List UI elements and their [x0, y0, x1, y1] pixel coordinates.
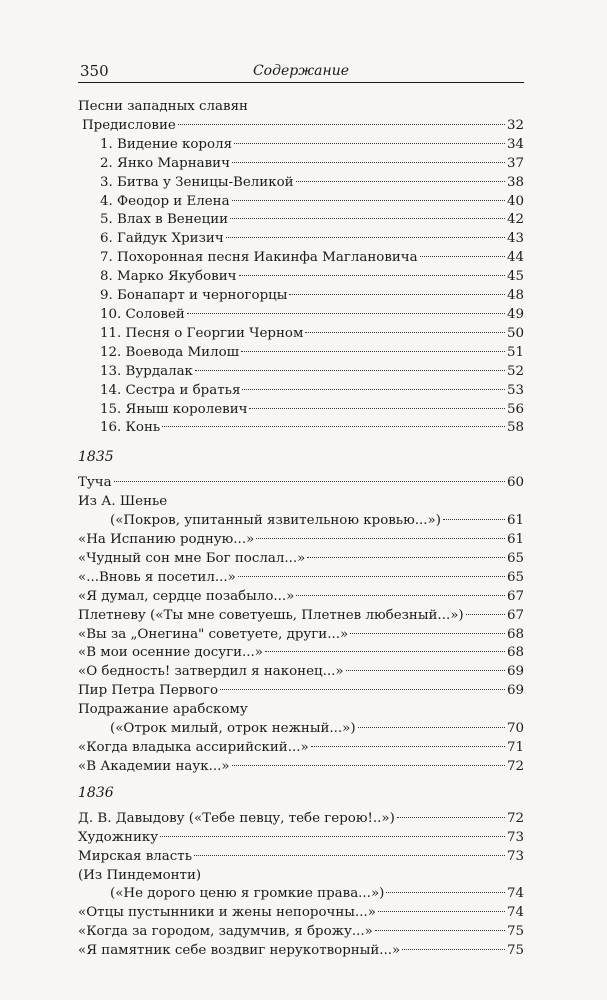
- dot-leader: [375, 930, 505, 931]
- entry-page: 61: [506, 513, 524, 529]
- toc-entry: [78, 588, 524, 607]
- dot-leader: [238, 576, 505, 577]
- entry-title: 1. Видение короля: [100, 136, 233, 152]
- entry-title: «В Академии наук...»: [78, 758, 230, 774]
- entry-page: 65: [506, 550, 524, 566]
- entry-page: 52: [506, 363, 524, 379]
- entry-title: Пир Петра Первого: [78, 683, 219, 699]
- dot-leader: [195, 370, 505, 371]
- entry-title: «Чудный сон мне Бог послал...»: [78, 550, 306, 566]
- toc-entry: [78, 193, 524, 212]
- dot-leader: [187, 313, 505, 314]
- dot-leader: [358, 727, 505, 728]
- toc-entry: [78, 401, 524, 420]
- dot-leader: [307, 557, 505, 558]
- entry-page: 70: [506, 721, 524, 737]
- toc-entry: [78, 268, 524, 287]
- entry-page: 68: [506, 626, 524, 642]
- toc-entry: [78, 682, 524, 701]
- entry-title: «Отцы пустынники и жены непорочны...»: [78, 905, 376, 921]
- entry-page: 37: [506, 155, 524, 171]
- toc-entry: [78, 512, 524, 531]
- entry-title: «Вы за „Онегина" советуете, други...»: [78, 626, 349, 642]
- entry-title: («Не дорого ценю я громкие права...»): [110, 886, 385, 902]
- entry-title: Туча: [78, 475, 112, 491]
- section-title: Песни западных славян: [78, 99, 248, 114]
- entry-title: 4. Феодор и Елена: [100, 193, 230, 209]
- entry-title: 7. Похоронная песня Иакинфа Маглановича: [100, 250, 418, 266]
- entry-page: 44: [506, 250, 524, 266]
- entry-page: 49: [506, 306, 524, 322]
- entry-heading: Подражание арабскому: [78, 702, 248, 718]
- entry-page: 42: [506, 212, 524, 228]
- dot-leader: [241, 351, 505, 352]
- entry-page: 32: [506, 117, 524, 133]
- toc-entry: [78, 306, 524, 325]
- toc-entry: [78, 419, 524, 438]
- toc-entry: [78, 211, 524, 230]
- dot-leader: [443, 519, 505, 520]
- toc-entry: [78, 325, 524, 344]
- toc-entry: [78, 848, 524, 867]
- toc-entry: [78, 942, 524, 961]
- dot-leader: [296, 181, 505, 182]
- entry-page: 69: [506, 664, 524, 680]
- page-header: [78, 60, 524, 84]
- dot-leader: [226, 237, 505, 238]
- dot-leader: [386, 892, 505, 893]
- entry-page: 73: [506, 829, 524, 845]
- toc-entry: [78, 344, 524, 363]
- entry-page: 68: [506, 645, 524, 661]
- toc-entry: [78, 644, 524, 663]
- entry-page: 43: [506, 231, 524, 247]
- entry-title: 12. Воевода Милош: [100, 344, 240, 360]
- entry-title: «Когда за городом, задумчив, я брожу...»: [78, 924, 373, 940]
- dot-leader: [420, 256, 505, 257]
- entry-title: «На Испанию родную...»: [78, 532, 255, 548]
- dot-leader: [249, 408, 504, 409]
- entry-heading: (Из Пиндемонти): [78, 867, 202, 883]
- entry-title: «О бедность! затвердил я наконец...»: [78, 664, 344, 680]
- entry-page: 40: [506, 193, 524, 209]
- toc-entry: [78, 607, 524, 626]
- entry-title: 9. Бонапарт и черногорцы: [100, 288, 288, 304]
- entry-page: 58: [506, 420, 524, 436]
- toc-entry: [78, 174, 524, 193]
- dot-leader: [194, 855, 505, 856]
- page-number: 350: [80, 62, 109, 80]
- entry-page: 48: [506, 288, 524, 304]
- entry-title: 16. Конь: [100, 420, 161, 436]
- entry-title: Плетневу («Ты мне советуешь, Плетнев любезный...»): [78, 607, 464, 623]
- toc-entry: [78, 885, 524, 904]
- entry-title: 5. Влах в Венеции: [100, 212, 229, 228]
- dot-leader: [162, 426, 505, 427]
- dot-leader: [232, 162, 505, 163]
- dot-leader: [160, 836, 505, 837]
- entry-title: 14. Сестра и братья: [100, 382, 241, 398]
- toc-entry: [78, 249, 524, 268]
- entry-title: («Покров, упитанный язвительною кровью...»): [110, 513, 441, 529]
- entry-title: 2. Янко Марнавич: [100, 155, 230, 171]
- entry-title: «Я думал, сердце позабыло...»: [78, 588, 295, 604]
- dot-leader: [114, 481, 505, 482]
- toc-entry-preface: [78, 117, 524, 136]
- entry-title: «...Вновь я посетил...»: [78, 569, 236, 585]
- entry-page: 53: [506, 382, 524, 398]
- dot-leader: [289, 294, 505, 295]
- toc-entry: [78, 758, 524, 777]
- toc-entry: [78, 230, 524, 249]
- entry-page: 72: [506, 810, 524, 826]
- dot-leader: [242, 389, 505, 390]
- dot-leader: [466, 614, 505, 615]
- entry-title: «Я памятник себе воздвиг нерукотворный...»: [78, 943, 401, 959]
- toc-entry: [78, 363, 524, 382]
- dot-leader: [378, 911, 505, 912]
- dot-leader: [220, 689, 505, 690]
- toc-entry: [78, 569, 524, 588]
- entry-page: 67: [506, 588, 524, 604]
- dot-leader: [397, 817, 505, 818]
- entry-heading: Из А. Шенье: [78, 494, 168, 510]
- dot-leader: [305, 332, 505, 333]
- header-rule: [78, 82, 524, 83]
- entry-title: «В мои осенние досуги...»: [78, 645, 263, 661]
- entry-title: 10. Соловей: [100, 306, 185, 322]
- toc-entry: [78, 155, 524, 174]
- entry-title: 3. Битва у Зеницы-Великой: [100, 174, 294, 190]
- toc-entry: [78, 923, 524, 942]
- entry-title: 13. Вурдалак: [100, 363, 193, 379]
- entry-title: 11. Песня о Георгии Черном: [100, 325, 304, 341]
- dot-leader: [311, 746, 505, 747]
- toc-entry: [78, 626, 524, 645]
- dot-leader: [234, 143, 505, 144]
- book-page: [78, 60, 524, 961]
- song-list: [78, 136, 524, 439]
- toc-entry: [78, 474, 524, 493]
- entry-page: 71: [506, 740, 524, 755]
- toc-entry: [78, 720, 524, 739]
- entry-page: 73: [506, 848, 524, 864]
- entry-page: 61: [506, 532, 524, 548]
- running-title: Содержание: [252, 63, 350, 79]
- year-heading-1835: 1835: [78, 449, 114, 466]
- entry-page: 69: [506, 683, 524, 699]
- dot-leader: [402, 949, 505, 950]
- entry-page: 56: [506, 401, 524, 417]
- entry-title: 8. Марко Якубович: [100, 269, 237, 285]
- entry-page: 75: [506, 924, 524, 940]
- entry-page: 34: [506, 136, 524, 152]
- entry-title: Предисловие: [82, 117, 176, 133]
- dot-leader: [346, 670, 505, 671]
- dot-leader: [178, 124, 505, 125]
- entry-title: Художнику: [78, 829, 159, 845]
- toc-entry: [78, 287, 524, 306]
- toc-entry: [78, 663, 524, 682]
- entry-page: 72: [506, 758, 524, 774]
- entry-page: 45: [506, 269, 524, 285]
- table-of-contents: [78, 98, 524, 961]
- toc-entry: [78, 829, 524, 848]
- toc-entry: [78, 739, 524, 758]
- entry-title: «Когда владыка ассирийский...»: [78, 740, 309, 755]
- dot-leader: [239, 275, 505, 276]
- dot-leader: [232, 765, 505, 766]
- entry-title: («Отрок милый, отрок нежный...»): [110, 721, 356, 737]
- entry-page: 74: [506, 905, 524, 921]
- entry-page: 38: [506, 174, 524, 190]
- toc-entry: [78, 904, 524, 923]
- toc-entry: [78, 550, 524, 569]
- dot-leader: [350, 633, 505, 634]
- toc-entry: [78, 531, 524, 550]
- dot-leader: [232, 200, 505, 201]
- entry-page: 51: [506, 344, 524, 360]
- entry-page: 74: [506, 886, 524, 902]
- entry-page: 65: [506, 569, 524, 585]
- year-heading-1836: 1836: [78, 784, 114, 801]
- entry-page: 60: [506, 475, 524, 491]
- entry-page: 67: [506, 607, 524, 623]
- dot-leader: [265, 651, 505, 652]
- dot-leader: [256, 538, 505, 539]
- dot-leader: [296, 595, 505, 596]
- entry-title: Мирская власть: [78, 848, 192, 864]
- dot-leader: [230, 218, 505, 219]
- entry-title: 6. Гайдук Хризич: [100, 231, 224, 247]
- entry-title: 15. Яныш королевич: [100, 401, 248, 417]
- entry-page: 50: [506, 325, 524, 341]
- toc-entry: [78, 810, 524, 829]
- entry-title: Д. В. Давыдову («Тебе певцу, тебе герою!..»): [78, 810, 395, 826]
- toc-entry: [78, 382, 524, 401]
- entry-page: 75: [506, 943, 524, 959]
- toc-entry: [78, 136, 524, 155]
